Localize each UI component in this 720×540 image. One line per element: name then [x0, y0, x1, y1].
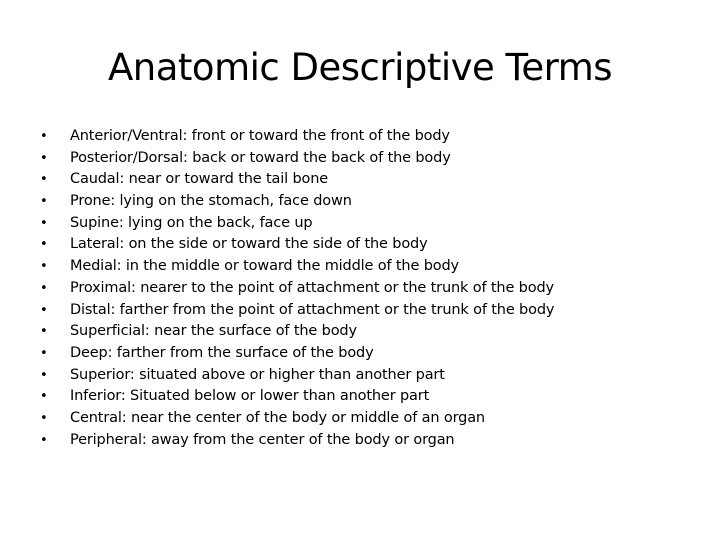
list-item — [40, 278, 700, 300]
bullet-icon: • — [40, 215, 48, 231]
list-item — [40, 321, 700, 343]
bullet-icon: • — [40, 410, 48, 426]
term-text: Superior: situated above or higher than another part — [70, 366, 445, 383]
list-item — [40, 213, 700, 235]
term-text: Lateral: on the side or toward the side of the body — [70, 236, 428, 253]
list-item — [40, 300, 700, 322]
term-text: Central: near the center of the body or middle of an organ — [70, 409, 485, 426]
bullet-icon: • — [40, 237, 48, 253]
list-item — [40, 191, 700, 213]
term-text: Proximal: nearer to the point of attachment or the trunk of the body — [70, 279, 554, 296]
bullet-icon: • — [40, 259, 48, 275]
list-item — [40, 126, 700, 148]
list-item — [40, 386, 700, 408]
list-item — [40, 343, 700, 365]
bullet-icon: • — [40, 345, 48, 361]
term-text: Deep: farther from the surface of the body — [70, 344, 374, 361]
bullet-icon: • — [40, 194, 48, 210]
bullet-icon: • — [40, 150, 48, 166]
term-text: Caudal: near or toward the tail bone — [70, 171, 329, 188]
term-text: Distal: farther from the point of attachment or the trunk of the body — [70, 301, 555, 318]
bullet-icon: • — [40, 324, 48, 340]
bullet-icon: • — [40, 367, 48, 383]
term-text: Inferior: Situated below or lower than another part — [70, 388, 430, 405]
list-item — [40, 408, 700, 430]
bullet-icon: • — [40, 302, 48, 318]
slide-title: Anatomic Descriptive Terms — [107, 46, 613, 89]
bullet-icon: • — [40, 129, 48, 144]
list-item — [40, 148, 700, 170]
list-item — [40, 365, 700, 387]
term-text: Prone: lying on the stomach, face down — [70, 193, 352, 210]
term-text: Posterior/Dorsal: back or toward the back of the body — [70, 149, 451, 166]
list-item — [40, 234, 700, 256]
term-text: Medial: in the middle or toward the middle of the body — [70, 258, 459, 275]
bullet-icon: • — [40, 389, 48, 405]
term-text: Anterior/Ventral: front or toward the front of the body — [70, 128, 450, 144]
term-text: Superficial: near the surface of the body — [70, 323, 357, 340]
list-item — [40, 256, 700, 278]
list-item — [40, 169, 700, 191]
term-list — [40, 126, 700, 451]
bullet-icon: • — [40, 280, 48, 296]
bullet-icon: • — [40, 432, 48, 448]
bullet-icon: • — [40, 172, 48, 188]
term-text: Peripheral: away from the center of the body or organ — [70, 431, 455, 448]
list-item — [40, 430, 700, 452]
term-text: Supine: lying on the back, face up — [70, 214, 313, 231]
